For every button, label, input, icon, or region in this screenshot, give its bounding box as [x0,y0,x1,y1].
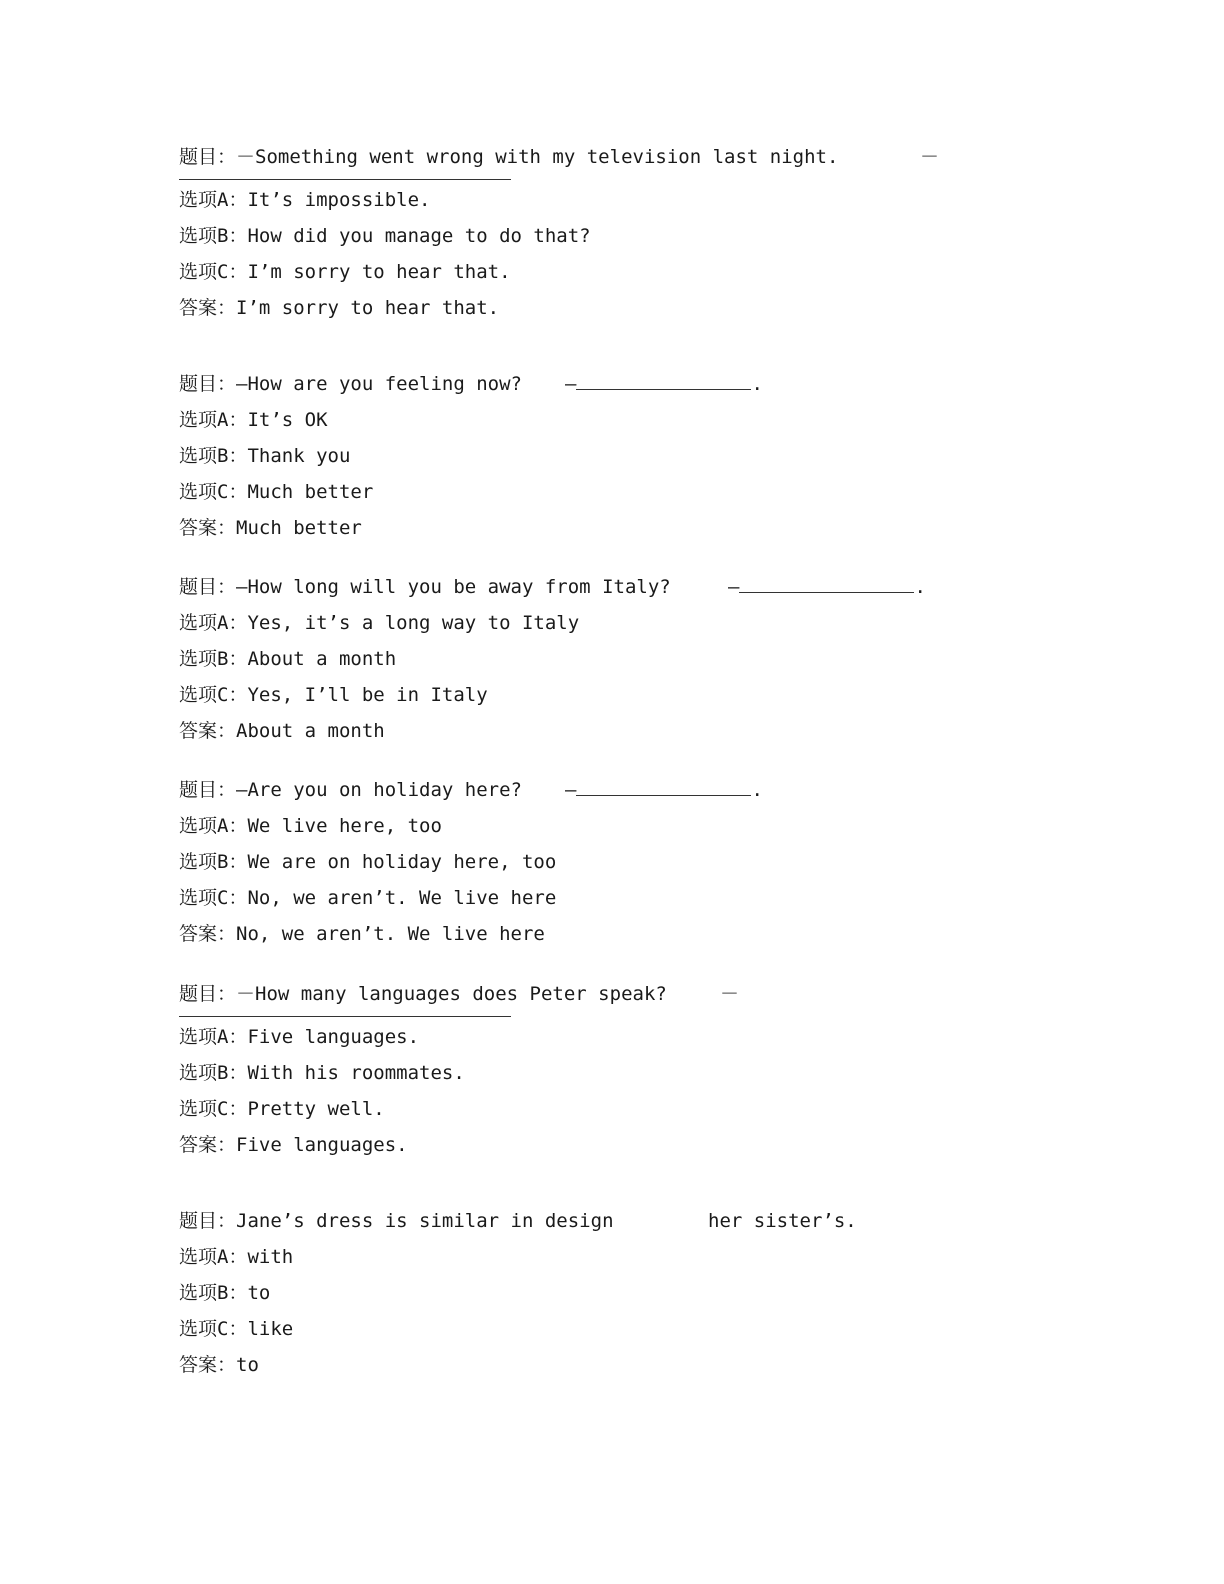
option-a [179,402,1079,438]
option-c [179,474,1079,510]
option-a-text: It’s impossible. [247,189,431,211]
option-a [179,182,1079,218]
answer-text: Five languages. [236,1134,408,1156]
question-block-6 [179,1203,1079,1383]
option-b-text: About a month [247,648,397,670]
question-text: Jane’s dress is similar in design [236,1210,614,1232]
answer-text: About a month [236,720,385,742]
option-b-label: 选项B： [179,225,248,247]
response-dash: － [920,146,940,168]
answer-blank [576,773,751,796]
option-a-text: It’s OK [247,409,328,431]
option-b-text: How did you manage to do that? [247,225,591,247]
option-a-text: Five languages. [247,1026,420,1048]
option-a [179,605,1079,641]
question-tail: her sister’s. [708,1210,857,1232]
response-dash-group [728,569,926,605]
response-dash: － [720,983,740,1005]
option-b [179,641,1079,677]
option-b-text: to [247,1282,271,1304]
option-a-text: with [247,1246,294,1268]
question-text: －Something went wrong with my television last night. [236,146,839,168]
option-c-text: I’m sorry to hear that. [247,261,511,283]
option-c-label: 选项C： [179,684,248,706]
option-a-label: 选项A： [179,612,248,634]
question-label: 题目： [179,1210,237,1232]
answer-text: No, we aren’t. We live here [236,923,545,945]
answer-line [179,916,1079,952]
option-b-label: 选项B： [179,648,248,670]
question-block-2 [179,366,1079,546]
option-b-text: With his roommates. [247,1062,465,1084]
option-b [179,438,1079,474]
question-text: —How long will you be away from Italy? [236,576,671,598]
question-text: —Are you on holiday here? [236,779,522,801]
option-b-text: We are on holiday here, too [247,851,557,873]
answer-blank [179,1016,511,1017]
option-a-label: 选项A： [179,189,248,211]
question-text: —How are you feeling now? [236,373,522,395]
option-b [179,1055,1079,1091]
option-c-text: like [247,1318,294,1340]
option-b-label: 选项B： [179,445,248,467]
option-b-label: 选项B： [179,851,248,873]
answer-line [179,1127,1079,1163]
option-c [179,677,1079,713]
question-line [179,366,1079,402]
question-line [179,976,1079,1012]
option-a-text: We live here, too [247,815,442,837]
option-b-text: Thank you [247,445,351,467]
question-block-5 [179,976,1079,1163]
question-block-1 [179,139,1079,326]
option-b [179,844,1079,880]
option-b-label: 选项B： [179,1282,248,1304]
option-c-label: 选项C： [179,481,248,503]
answer-text: I’m sorry to hear that. [236,297,500,319]
answer-label: 答案： [179,720,237,742]
question-text: －How many languages does Peter speak? [236,983,667,1005]
option-a [179,808,1079,844]
option-c-label: 选项C： [179,1098,248,1120]
question-end: . [751,779,763,801]
answer-blank [576,367,751,390]
response-dash-group [565,772,763,808]
question-line [179,1203,1079,1239]
answer-label: 答案： [179,297,237,319]
question-block-3 [179,569,1079,749]
question-block-4 [179,772,1079,952]
answer-label: 答案： [179,1354,237,1376]
answer-line [179,510,1079,546]
answer-label: 答案： [179,517,237,539]
option-a-label: 选项A： [179,409,248,431]
option-c [179,1091,1079,1127]
option-a [179,1239,1079,1275]
answer-line [179,713,1079,749]
question-end: . [751,373,763,395]
answer-label: 答案： [179,1134,237,1156]
option-c-label: 选项C： [179,261,248,283]
answer-text: Much better [236,517,362,539]
option-c-text: No, we aren’t. We live here [247,887,557,909]
question-end: . [914,576,926,598]
option-c-label: 选项C： [179,887,248,909]
option-a-text: Yes, it’s a long way to Italy [247,612,580,634]
option-c [179,254,1079,290]
question-label: 题目： [179,983,237,1005]
option-c-text: Yes, I’ll be in Italy [247,684,488,706]
answer-label: 答案： [179,923,237,945]
option-b [179,1275,1079,1311]
question-line [179,772,1079,808]
answer-line [179,290,1079,326]
response-dash: — [565,779,577,801]
question-line [179,569,1079,605]
answer-blank [739,570,914,593]
response-dash-group [565,366,763,402]
question-label: 题目： [179,779,237,801]
option-c-text: Much better [247,481,374,503]
answer-text: to [236,1354,259,1376]
option-a-label: 选项A： [179,1246,248,1268]
option-c-label: 选项C： [179,1318,248,1340]
option-a [179,1019,1079,1055]
question-label: 题目： [179,146,237,168]
question-label: 题目： [179,373,237,395]
answer-line [179,1347,1079,1383]
answer-blank [179,179,511,180]
option-c [179,1311,1079,1347]
option-a-label: 选项A： [179,815,248,837]
question-label: 题目： [179,576,237,598]
question-line [179,139,1079,175]
response-dash: — [565,373,577,395]
response-dash: — [728,576,740,598]
option-a-label: 选项A： [179,1026,248,1048]
option-b-label: 选项B： [179,1062,248,1084]
option-c-text: Pretty well. [247,1098,385,1120]
option-b [179,218,1079,254]
option-c [179,880,1079,916]
